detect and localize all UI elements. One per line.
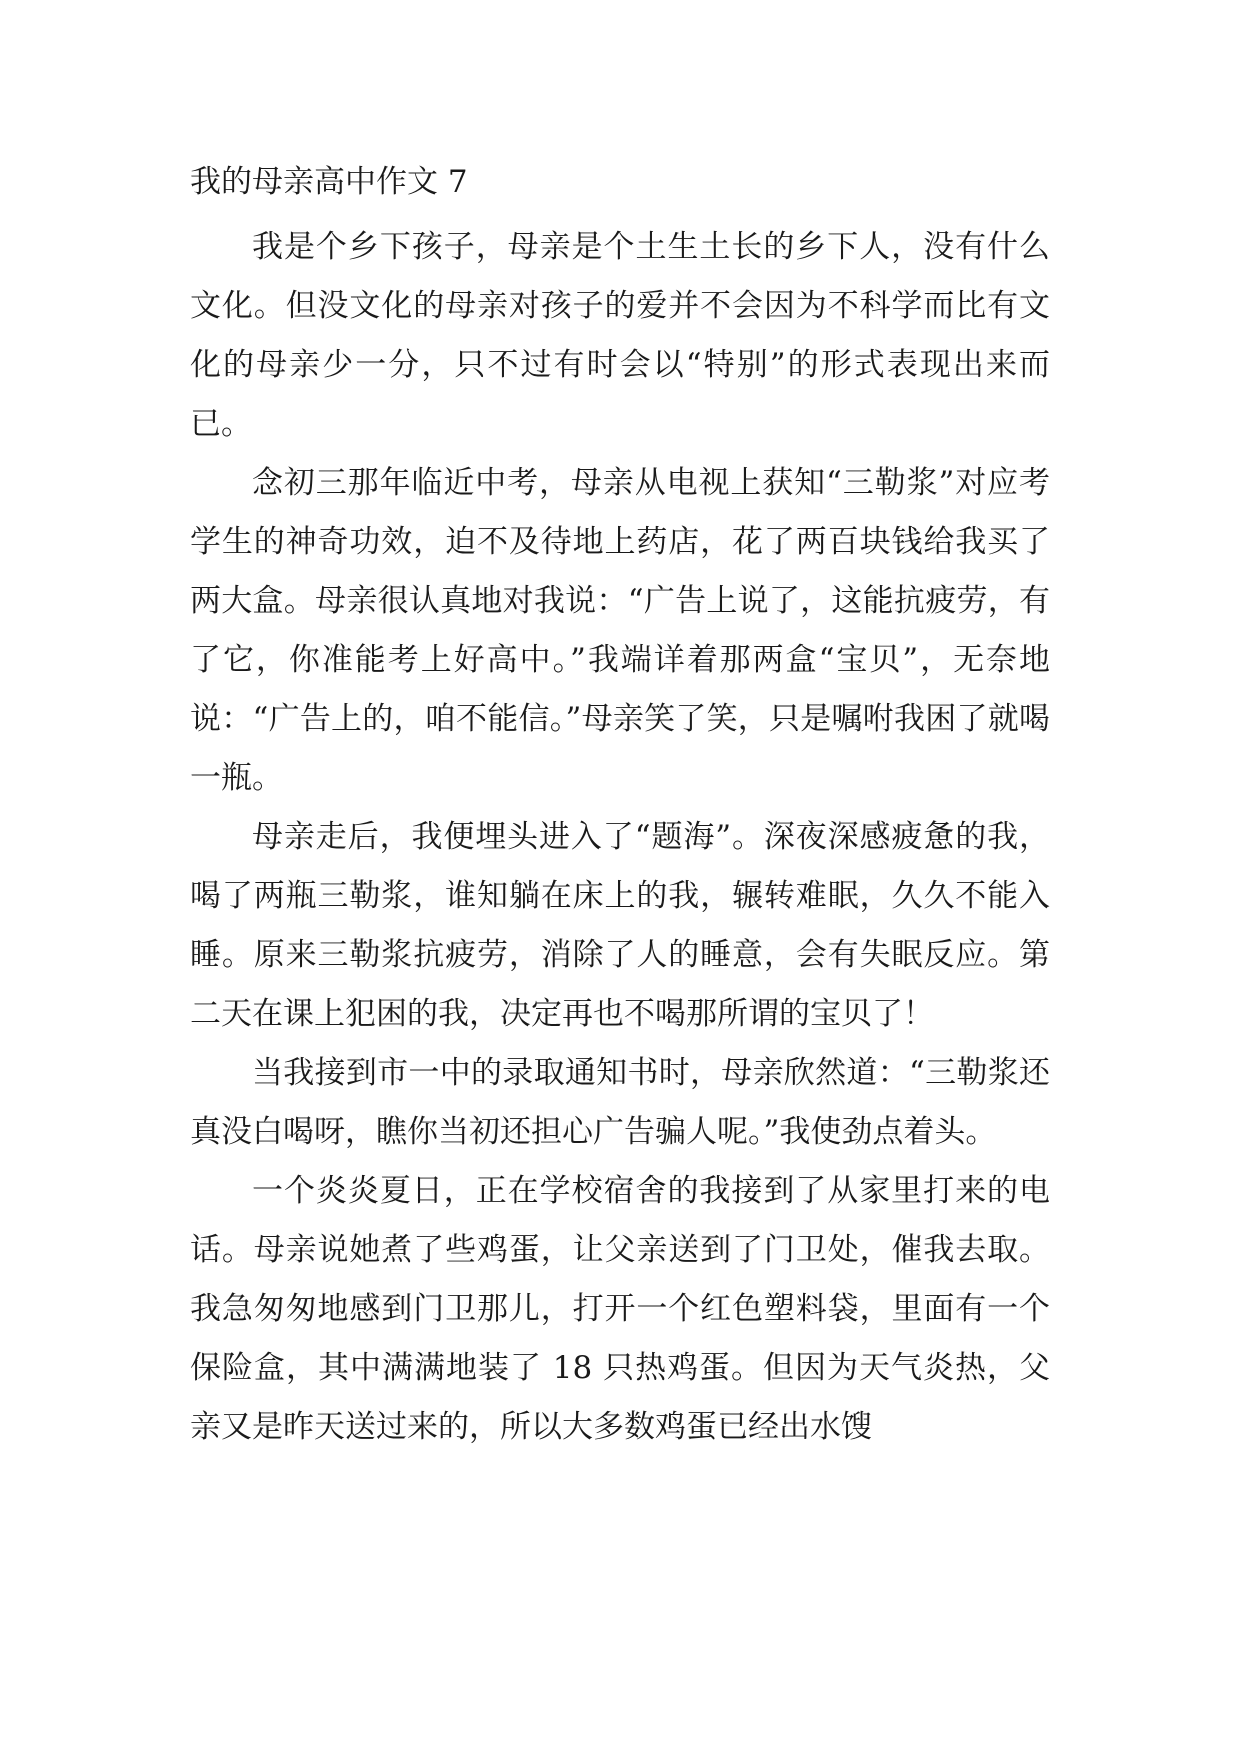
- document-body: [190, 218, 1050, 1457]
- document-title: 我的母亲高中作文 7: [190, 164, 468, 200]
- paragraph: 当我接到市一中的录取通知书时，母亲欣然道：“三勒浆还真没白喝呀，瞧你当初还担心广告骗人呢。”我使劲点着头。: [190, 1055, 1050, 1150]
- paragraph: 母亲走后，我便埋头进入了“题海”。深夜深感疲惫的我，喝了两瓶三勒浆，谁知躺在床上的我，辗转难眠，久久不能入睡。原来三勒浆抗疲劳，消除了人的睡意，会有失眠反应。第二天在课上犯困的我，决定再也不喝那所谓的宝贝了！: [190, 819, 1050, 1032]
- paragraph: 我是个乡下孩子，母亲是个土生土长的乡下人，没有什么文化。但没文化的母亲对孩子的爱并不会因为不科学而比有文化的母亲少一分，只不过有时会以“特别”的形式表现出来而已。: [190, 229, 1050, 442]
- paragraph: 念初三那年临近中考，母亲从电视上获知“三勒浆”对应考学生的神奇功效，迫不及待地上药店，花了两百块钱给我买了两大盒。母亲很认真地对我说：“广告上说了，这能抗疲劳，有了它，你准能考上好高中。”我端详着那两盒“宝贝”，无奈地说：“广告上的，咱不能信。”母亲笑了笑，只是嘱咐我困了就喝一瓶。: [190, 465, 1050, 796]
- paragraph: 一个炎炎夏日，正在学校宿舍的我接到了从家里打来的电话。母亲说她煮了些鸡蛋，让父亲送到了门卫处，催我去取。我急匆匆地感到门卫那儿，打开一个红色塑料袋，里面有一个保险盒，其中满满地装了 18 只热鸡蛋。但因为天气炎热，父亲又是昨天送过来的，所以大多数鸡蛋已经出水馊: [190, 1173, 1050, 1445]
